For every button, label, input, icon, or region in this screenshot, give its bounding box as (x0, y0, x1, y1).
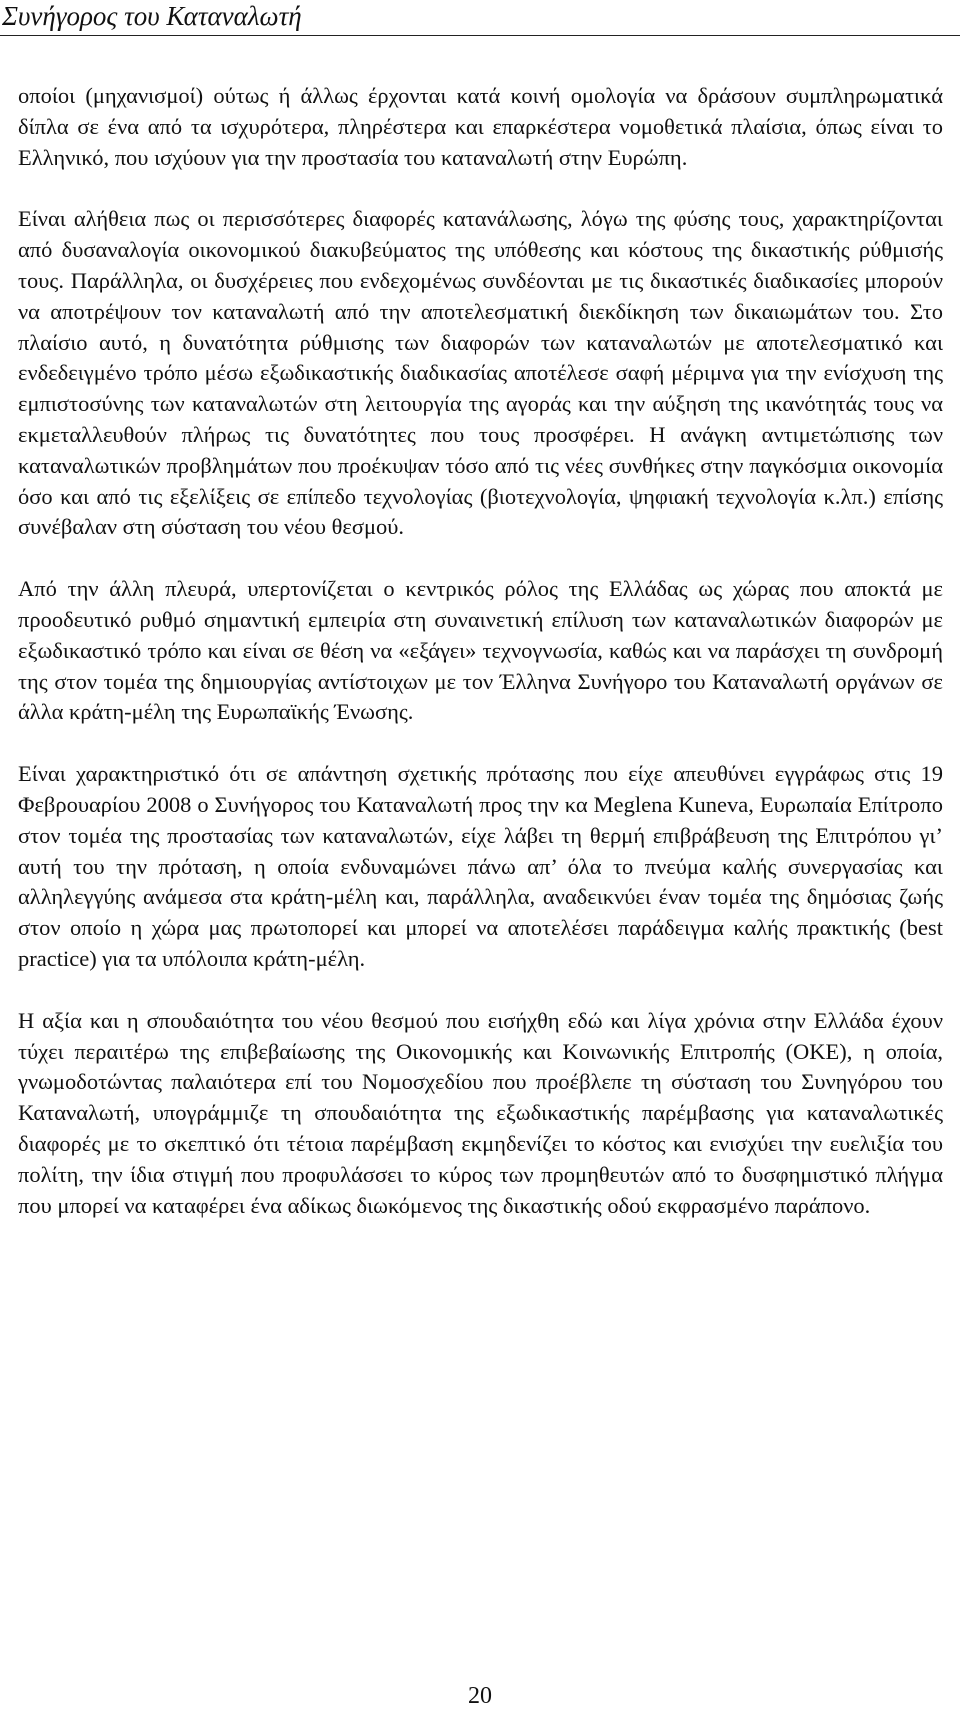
page-number: 20 (468, 1683, 492, 1709)
paragraph-3: Από την άλλη πλευρά, υπερτονίζεται ο κεντρικός ρόλος της Ελλάδας ως χώρας που αποκτά με προοδευτικό ρυθμό σημαντική εμπειρία στη συναινετική επίλυση των καταναλωτικών διαφορών με εξωδικαστικό τρόπο και είναι σε θέση να «εξάγει» τεχνογνωσία, καθώς και να παράσχει τη συνδρομή της στον τομέα της δημιουργίας αντίστοιχων με τον Έλληνα Συνήγορο του Καταναλωτή οργάνων σε άλλα κράτη-μέλη της Ευρωπαϊκής Ένωσης. (18, 576, 943, 725)
paragraph-1: οποίοι (μηχανισμοί) ούτως ή άλλως έρχονται κατά κοινή ομολογία να δράσουν συμπληρωματικά δίπλα σε ένα από τα ισχυρότερα, πληρέστερα και επαρκέστερα νομοθετικά πλαίσια, όπως είναι το Ελληνικό, που ισχύουν για την προστασία του καταναλωτή στην Ευρώπη. (18, 83, 943, 170)
header-title: Συνήγορος του Καταναλωτή (2, 1, 302, 31)
paragraph-2: Είναι αλήθεια πως οι περισσότερες διαφορές κατανάλωσης, λόγω της φύσης τους, χαρακτηρίζονται από δυσαναλογία οικονομικού διακυβεύματος της υπόθεσης και κόστους της δικαστικής ρύθμισής τους. Παράλληλα, οι δυσχέρειες που ενδεχομένως συνδέονται με τις δικαστικές διαδικασίες μπορούν να αποτρέψουν τον καταναλωτή από την αποτελεσματική διεκδίκηση των δικαιωμάτων του. Στο πλαίσιο αυτό, η δυνατότητα ρύθμισης των διαφορών των καταναλωτών με αποτελεσματικό και ενδεδειγμένο τρόπο μέσω εξωδικαστικής διαδικασίας αποτέλεσε σαφή μέριμνα για την ενίσχυση της εμπιστοσύνης των καταναλωτών στη λειτουργία της αγοράς και την αύξηση της ικανότητάς τους να εκμεταλλευθούν πλήρως τις δυνατότητες που τους προσφέρει. Η ανάγκη αντιμετώπισης των καταναλωτικών προβλημάτων που προέκυψαν τόσο από τις νέες συνθήκες στην παγκόσμια οικονομία όσο και από τις εξελίξεις σε επίπεδο τεχνολογίας (βιοτεχνολογία, ψηφιακή τεχνολογία κ.λπ.) επίσης συνέβαλαν στη σύσταση του νέου θεσμού. (18, 206, 943, 540)
paragraph-5: Η αξία και η σπουδαιότητα του νέου θεσμού που εισήχθη εδώ και λίγα χρόνια στην Ελλάδα έχουν τύχει περαιτέρω της επιβεβαίωσης της Οικονομικής και Κοινωνικής Επιτροπής (ΟΚΕ), η οποία, γνωμοδοτώντας παλαιότερα επί του Νομοσχεδίου που προέβλεπε τη σύσταση του Συνηγόρου του Καταναλωτή, υπογράμμιζε τη σπουδαιότητα της εξωδικαστικής παρέμβασης για καταναλωτικές διαφορές με το σκεπτικό ότι τέτοια παρέμβαση εκμηδενίζει το κόστος και ενισχύει την ευελιξία του πολίτη, την ίδια στιγμή που προφυλάσσει το κύρος των προμηθευτών από το δυσφημιστικό πλήγμα που μπορεί να καταφέρει ένα αδίκως διωκόμενος της δικαστικής οδού εκφρασμένο παράπονο. (18, 1007, 943, 1218)
paragraph-4: Είναι χαρακτηριστικό ότι σε απάντηση σχετικής πρότασης που είχε απευθύνει εγγράφως στις 19 Φεβρουαρίου 2008 ο Συνήγορος του Καταναλωτή προς την κα Meglena Kuneva, Ευρωπαία Επίτροπο στον τομέα της προστασίας των καταναλωτών, είχε λάβει τη θερμή επιβράβευση της Επιτρόπου γι’ αυτή του την πρόταση, η οποία ενδυναμώνει πάνω απ’ όλα το πνεύμα καλής συνεργασίας και αλληλεγγύης ανάμεσα στα κράτη-μέλη και, παράλληλα, αναδεικνύει έναν τομέα της δημόσιας ζωής στον οποίο η χώρα μας πρωτοπορεί και μπορεί να αποτελέσει παράδειγμα καλής πρακτικής (best practice) για τα υπόλοιπα κράτη-μέλη. (18, 761, 943, 971)
running-header (0, 0, 960, 36)
body-text (18, 81, 943, 1221)
